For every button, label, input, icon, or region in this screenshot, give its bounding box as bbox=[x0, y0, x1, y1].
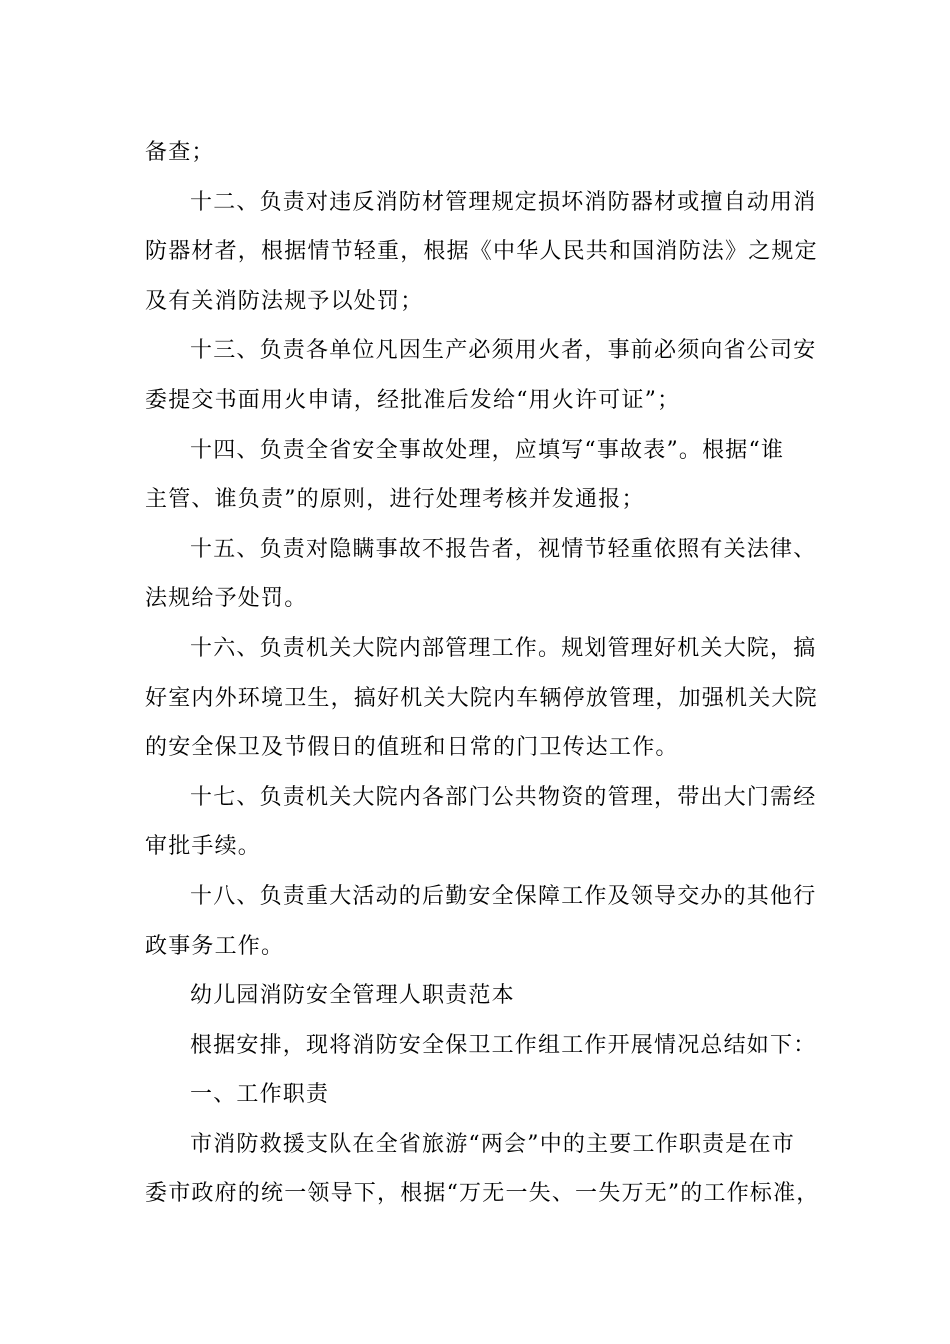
text-line: 法规给予处罚。 bbox=[145, 586, 308, 612]
paragraph-start-line: 十六、负责机关大院内部管理工作。规划管理好机关大院，搞 bbox=[190, 635, 817, 661]
text-line: 政事务工作。 bbox=[145, 933, 285, 959]
text-line: 委提交书面用火申请，经批准后发给“用火许可证”； bbox=[145, 387, 681, 413]
text-line: 备查； bbox=[145, 140, 215, 165]
paragraph-start-line: 市消防救援支队在全省旅游“两会”中的主要工作职责是在市 bbox=[190, 1131, 795, 1157]
section-heading: 幼儿园消防安全管理人职责范本 bbox=[190, 983, 515, 1009]
text-line: 及有关消防法规予以处罚； bbox=[145, 288, 424, 314]
paragraph-start-line: 十二、负责对违反消防材管理规定损坏消防器材或擅自动用消 bbox=[190, 189, 817, 215]
paragraph-start-line: 十五、负责对隐瞒事故不报告者，视情节轻重依照有关法律、 bbox=[190, 536, 817, 562]
paragraph-start-line: 十七、负责机关大院内各部门公共物资的管理，带出大门需经 bbox=[190, 784, 817, 810]
text-line: 的安全保卫及节假日的值班和日常的门卫传达工作。 bbox=[145, 735, 679, 761]
text-line: 主管、谁负责”的原则，进行处理考核并发通报； bbox=[145, 487, 645, 513]
paragraph-start-line: 十三、负责各单位凡因生产必须用火者，事前必须向省公司安 bbox=[190, 338, 817, 364]
subsection-heading: 一、工作职责 bbox=[190, 1082, 330, 1108]
text-line: 委市政府的统一领导下，根据“万无一失、一失万无”的工作标准， bbox=[145, 1181, 820, 1207]
text-line: 好室内外环境卫生，搞好机关大院内车辆停放管理，加强机关大院 bbox=[145, 685, 818, 711]
paragraph-start-line: 十四、负责全省安全事故处理，应填写“事故表”。根据“谁 bbox=[190, 437, 785, 463]
text-line: 审批手续。 bbox=[145, 834, 262, 860]
document-body bbox=[145, 128, 820, 1219]
paragraph-start-line: 根据安排，现将消防安全保卫工作组工作开展情况总结如下： bbox=[190, 1032, 817, 1058]
paragraph-start-line: 十八、负责重大活动的后勤安全保障工作及领导交办的其他行 bbox=[190, 883, 817, 909]
text-line: 防器材者，根据情节轻重，根据《中华人民共和国消防法》之规定 bbox=[145, 239, 818, 265]
